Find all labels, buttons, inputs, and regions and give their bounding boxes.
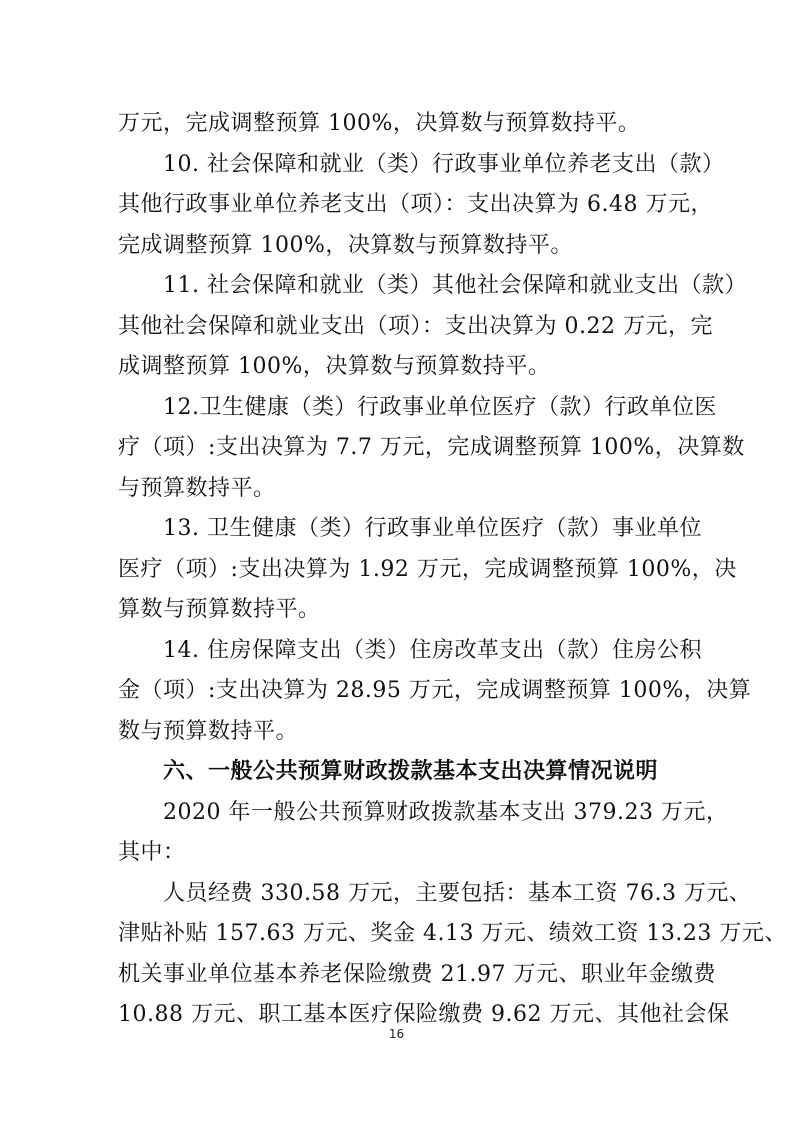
text-line: 其他社会保障和就业支出（项）：支出决算为 0.22 万元，完	[118, 313, 713, 339]
text-line: 与预算数持平。	[118, 475, 276, 501]
section-heading: 六、一般公共预算财政拨款基本支出决算情况说明	[163, 759, 659, 784]
text-line: 成调整预算 100%，决算数与预算数持平。	[118, 354, 551, 379]
text-line: 津贴补贴 157.63 万元、奖金 4.13 万元、绩效工资 13.23 万元、	[118, 921, 787, 946]
text-line: 其中：	[118, 840, 186, 865]
text-line: 医疗（项）:支出决算为 1.92 万元，完成调整预算 100%，决	[118, 556, 737, 582]
text-line: 10.88 万元、职工基本医疗保险缴费 9.62 万元、其他社会保	[118, 1002, 730, 1027]
paragraph-start: 2020 年一般公共预算财政拨款基本支出 379.23 万元，	[163, 799, 729, 825]
text-line: 万元，完成调整预算 100%，决算数与预算数持平。	[118, 111, 641, 136]
item-14-title: 14. 住房保障支出（类）住房改革支出（款）住房公积	[163, 637, 702, 663]
item-12-title: 12.卫生健康（类）行政事业单位医疗（款）行政单位医	[163, 394, 717, 420]
text-line: 疗（项）:支出决算为 7.7 万元，完成调整预算 100%，决算数	[118, 435, 745, 460]
paragraph-start: 人员经费 330.58 万元，主要包括：基本工资 76.3 万元、	[163, 880, 752, 906]
item-11-title: 11. 社会保障和就业（类）其他社会保障和就业支出（款）	[163, 273, 747, 298]
text-line: 机关事业单位基本养老保险缴费 21.97 万元、职业年金缴费	[118, 961, 716, 987]
page-number: 16	[388, 1027, 405, 1041]
text-line: 金（项）:支出决算为 28.95 万元，完成调整预算 100%，决算	[118, 678, 752, 703]
text-line: 数与预算数持平。	[118, 718, 299, 744]
item-10-title: 10. 社会保障和就业（类）行政事业单位养老支出（款）	[163, 151, 725, 177]
text-line: 算数与预算数持平。	[118, 597, 321, 622]
item-13-title: 13. 卫生健康（类）行政事业单位医疗（款）事业单位	[163, 516, 702, 541]
text-line: 完成调整预算 100%，决算数与预算数持平。	[118, 232, 573, 258]
text-line: 其他行政事业单位养老支出（项）：支出决算为 6.48 万元，	[118, 192, 713, 217]
